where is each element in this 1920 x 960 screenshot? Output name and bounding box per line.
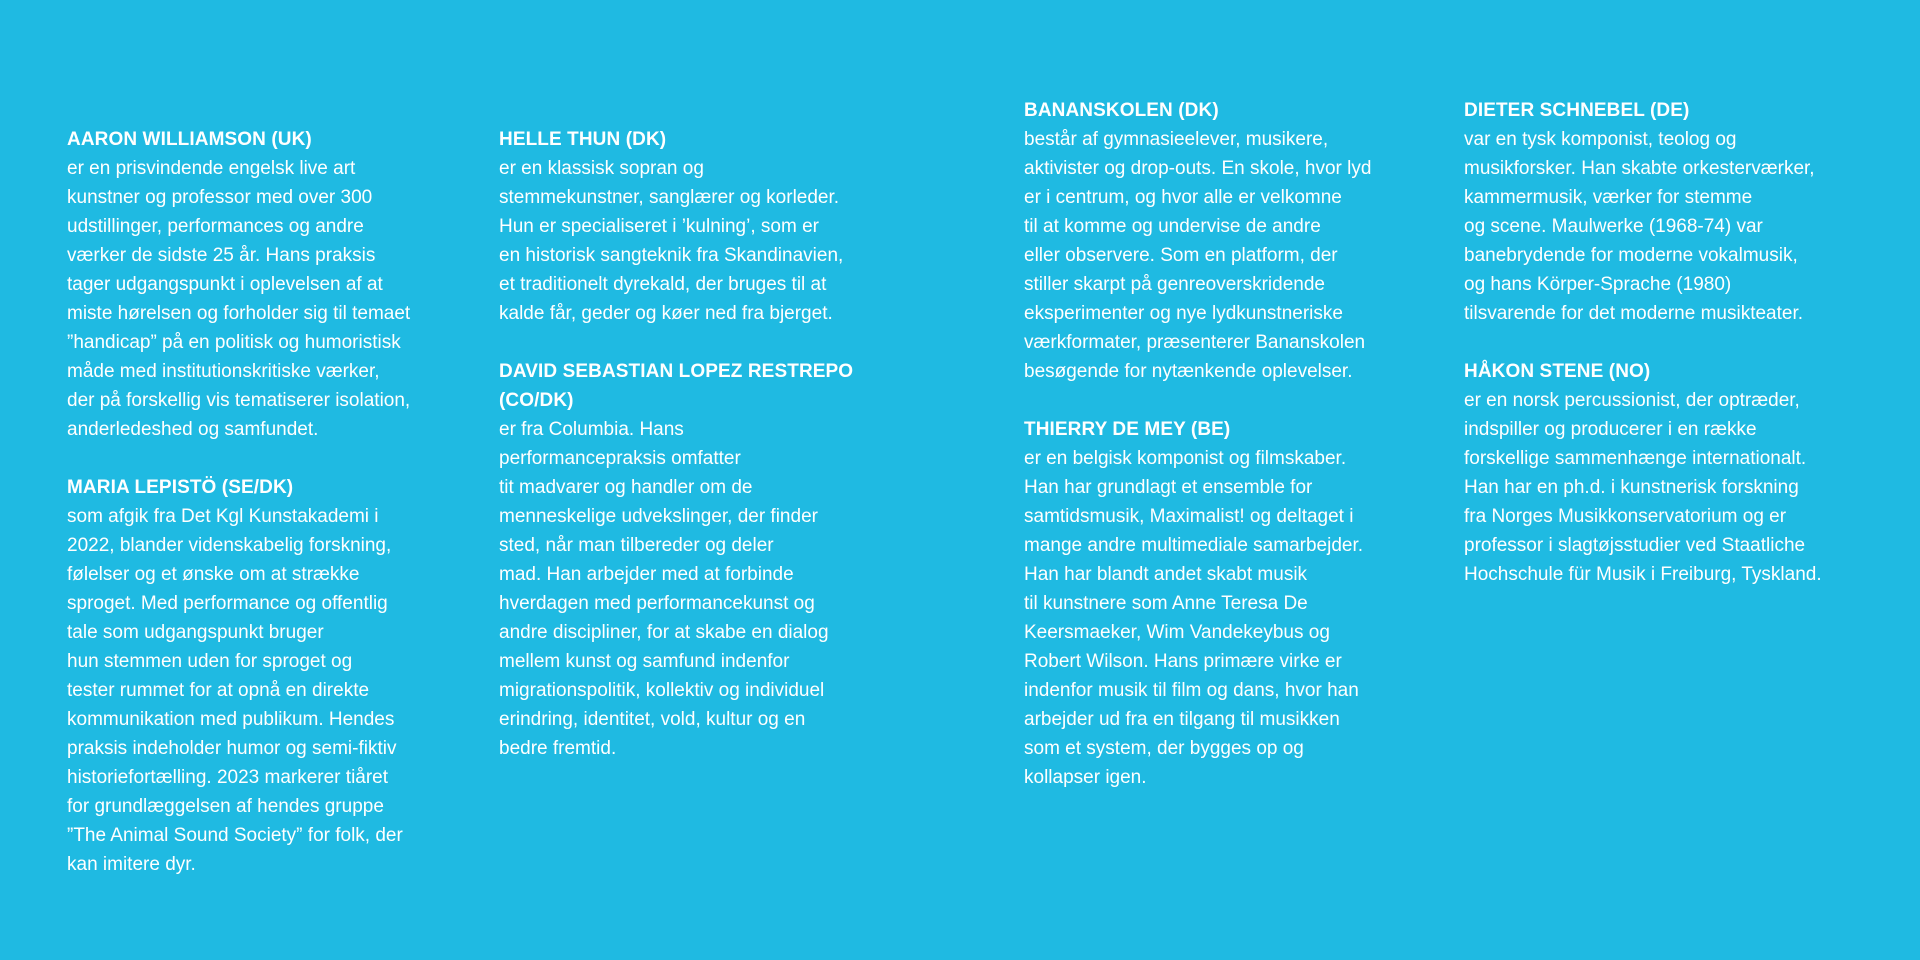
bio-text	[67, 154, 467, 444]
bio-line: besøgende for nytænkende oplevelser.	[1024, 361, 1353, 382]
bio-line: erindring, identitet, vold, kultur og en	[499, 709, 806, 730]
bio-line: er i centrum, og hvor alle er velkomne	[1024, 187, 1342, 208]
bio-line: mellem kunst og samfund indenfor	[499, 651, 790, 672]
bio-dieter-schnebel	[1464, 96, 1884, 328]
bio-line: ”The Animal Sound Society” for folk, der	[67, 825, 403, 846]
bio-line: ”handicap” på en politisk og humoristisk	[67, 332, 401, 353]
bio-text	[67, 502, 467, 879]
bio-line: Robert Wilson. Hans primære virke er	[1024, 651, 1342, 672]
bio-line: hun stemmen uden for sproget og	[67, 651, 353, 672]
bio-text	[499, 415, 899, 763]
bio-bananskolen	[1024, 96, 1424, 386]
bio-line: anderledeshed og samfundet.	[67, 419, 319, 440]
bio-line: er en belgisk komponist og filmskaber.	[1024, 448, 1347, 469]
bio-line: består af gymnasieelever, musikere,	[1024, 129, 1329, 150]
bio-line: er fra Columbia. Hans	[499, 419, 684, 440]
bio-line: tester rummet for at opnå en direkte	[67, 680, 370, 701]
bio-line: hverdagen med performancekunst og	[499, 593, 815, 614]
bio-name: BANANSKOLEN (DK)	[1024, 100, 1219, 121]
bio-name: HÅKON STENE (NO)	[1464, 361, 1651, 382]
bio-line: arbejder ud fra en tilgang til musikken	[1024, 709, 1340, 730]
bio-line: kommunikation med publikum. Hendes	[67, 709, 395, 730]
bio-line: indenfor musik til film og dans, hvor han	[1024, 680, 1359, 701]
bio-line: Hun er specialiseret i ’kulning’, som er	[499, 216, 819, 237]
bio-line: tager udgangspunkt i oplevelsen af at	[67, 274, 383, 295]
bio-name: HELLE THUN (DK)	[499, 129, 667, 150]
bio-name: DIETER SCHNEBEL (DE)	[1464, 100, 1690, 121]
bio-line: performancepraksis omfatter	[499, 448, 741, 469]
bio-line: praksis indeholder humor og semi-fiktiv	[67, 738, 397, 759]
bio-maria-lepisto	[67, 473, 467, 879]
bio-line: kollapser igen.	[1024, 767, 1147, 788]
bio-line: for grundlæggelsen af hendes gruppe	[67, 796, 384, 817]
bio-line: Han har grundlagt et ensemble for	[1024, 477, 1313, 498]
bio-line: samtidsmusik, Maximalist! og deltaget i	[1024, 506, 1354, 527]
bio-line: menneskelige udvekslinger, der finder	[499, 506, 818, 527]
bio-hakon-stene	[1464, 357, 1884, 589]
bio-line: og scene. Maulwerke (1968-74) var	[1464, 216, 1763, 237]
bio-text	[1464, 386, 1884, 589]
bio-line: sted, når man tilbereder og deler	[499, 535, 774, 556]
bio-aaron-williamson	[67, 125, 467, 444]
bio-line: som afgik fra Det Kgl Kunstakademi i	[67, 506, 379, 527]
column-1	[67, 125, 467, 908]
bio-line: til kunstnere som Anne Teresa De	[1024, 593, 1308, 614]
bio-text	[1024, 125, 1424, 386]
bio-line: forskellige sammenhænge internationalt.	[1464, 448, 1807, 469]
bio-line: andre discipliner, for at skabe en dialog	[499, 622, 829, 643]
bio-line: er en prisvindende engelsk live art	[67, 158, 356, 179]
bio-name	[499, 357, 899, 415]
bio-line: kammermusik, værker for stemme	[1464, 187, 1753, 208]
bio-line: Keersmaeker, Wim Vandekeybus og	[1024, 622, 1330, 643]
bio-line: mad. Han arbejder med at forbinde	[499, 564, 794, 585]
bio-line: musikforsker. Han skabte orkesterværker,	[1464, 158, 1815, 179]
column-3	[1024, 96, 1424, 821]
bio-line: følelser og et ønske om at strække	[67, 564, 360, 585]
bio-line: tale som udgangspunkt bruger	[67, 622, 324, 643]
column-2	[499, 125, 899, 792]
column-4	[1464, 96, 1884, 618]
bio-helle-thun	[499, 125, 899, 328]
bio-line: kan imitere dyr.	[67, 854, 196, 875]
bio-name-line: (CO/DK)	[499, 390, 574, 411]
bio-line: tit madvarer og handler om de	[499, 477, 753, 498]
bio-line: Han har en ph.d. i kunstnerisk forskning	[1464, 477, 1799, 498]
bio-line: måde med institutionskritiske værker,	[67, 361, 380, 382]
bio-text	[1024, 444, 1424, 792]
bio-line: eksperimenter og nye lydkunstneriske	[1024, 303, 1343, 324]
bio-line: værkformater, præsenterer Bananskolen	[1024, 332, 1366, 353]
bio-line: tilsvarende for det moderne musikteater.	[1464, 303, 1804, 324]
bio-line: værker de sidste 25 år. Hans praksis	[67, 245, 376, 266]
bio-line: var en tysk komponist, teolog og	[1464, 129, 1737, 150]
bio-line: et traditionelt dyrekald, der bruges til at	[499, 274, 827, 295]
bio-line: historiefortælling. 2023 markerer tiåret	[67, 767, 389, 788]
bio-line: kalde får, geder og køer ned fra bjerget.	[499, 303, 833, 324]
bio-line: og hans Körper-Sprache (1980)	[1464, 274, 1732, 295]
bio-line: stiller skarpt på genreoverskridende	[1024, 274, 1325, 295]
bio-text	[1464, 125, 1884, 328]
bio-text	[499, 154, 899, 328]
bio-line: er en norsk percussionist, der optræder,	[1464, 390, 1800, 411]
bio-name: THIERRY DE MEY (BE)	[1024, 419, 1231, 440]
bio-line: stemmekunstner, sanglærer og korleder.	[499, 187, 840, 208]
bio-line: banebrydende for moderne vokalmusik,	[1464, 245, 1798, 266]
bio-line: indspiller og producerer i en række	[1464, 419, 1757, 440]
bio-line: migrationspolitik, kollektiv og individuel	[499, 680, 825, 701]
bio-line: Han har blandt andet skabt musik	[1024, 564, 1308, 585]
bio-line: kunstner og professor med over 300	[67, 187, 373, 208]
bio-line: fra Norges Musikkonservatorium og er	[1464, 506, 1787, 527]
bio-line: der på forskellig vis tematiserer isolation,	[67, 390, 411, 411]
bio-line: Hochschule für Musik i Freiburg, Tyskland.	[1464, 564, 1822, 585]
bio-line: sproget. Med performance og offentlig	[67, 593, 388, 614]
bio-thierry-de-mey	[1024, 415, 1424, 792]
bio-line: en historisk sangteknik fra Skandinavien,	[499, 245, 844, 266]
bio-line: som et system, der bygges op og	[1024, 738, 1304, 759]
bio-line: aktivister og drop-outs. En skole, hvor lyd	[1024, 158, 1372, 179]
bio-line: miste hørelsen og forholder sig til temaet	[67, 303, 411, 324]
bio-line: eller observere. Som en platform, der	[1024, 245, 1338, 266]
bio-name-line: DAVID SEBASTIAN LOPEZ RESTREPO	[499, 361, 854, 382]
bio-david-sebastian-lopez-restrepo	[499, 357, 899, 763]
bio-line: 2022, blander videnskabelig forskning,	[67, 535, 392, 556]
bio-line: mange andre multimediale samarbejder.	[1024, 535, 1364, 556]
bio-name: AARON WILLIAMSON (UK)	[67, 129, 312, 150]
bio-line: udstillinger, performances og andre	[67, 216, 364, 237]
bio-line: til at komme og undervise de andre	[1024, 216, 1321, 237]
bio-line: er en klassisk sopran og	[499, 158, 704, 179]
bio-line: bedre fremtid.	[499, 738, 617, 759]
bio-line: professor i slagtøjsstudier ved Staatliche	[1464, 535, 1806, 556]
bio-name: MARIA LEPISTÖ (SE/DK)	[67, 477, 294, 498]
